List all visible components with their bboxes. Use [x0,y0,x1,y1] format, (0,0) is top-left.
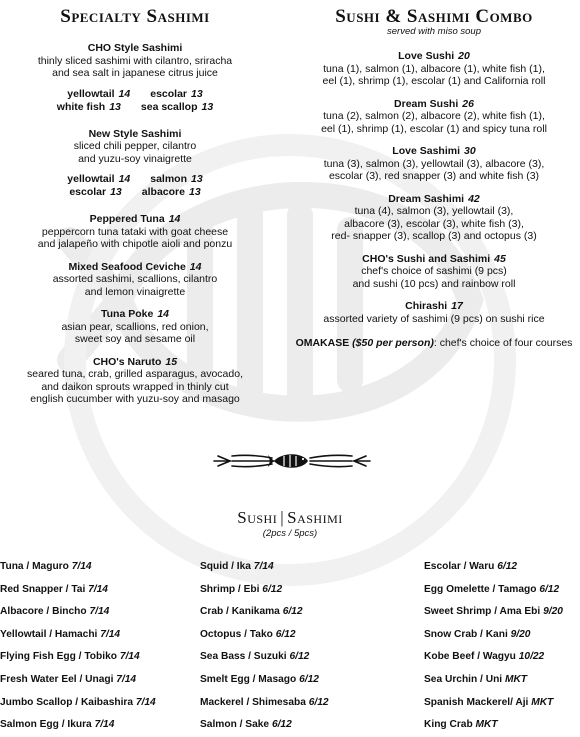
choice: escolar 13 [69,186,122,198]
item-desc: red- snapper (3), scallop (3) and octopus (3) [331,230,537,242]
sushi-item-price: 7/14 [119,651,140,663]
sushi-item [0,556,156,579]
menu-item [0,356,270,406]
sushi-item-name: Yellowtail / Hamachi [0,628,98,640]
item-price: 20 [458,50,470,62]
sushi-item [424,714,563,737]
sushi-item-price: 6/12 [275,628,296,640]
sushi-item [200,556,329,579]
sushi-item [0,714,156,737]
omakase-label: OMAKASE [295,337,350,349]
sushi-item [424,624,563,647]
item-desc: tuna (2), salmon (2), albacore (2), white fish (1), [323,110,545,122]
item-name: New Style Sashimi [88,127,182,140]
sushi-item [424,556,563,579]
sushi-column-3 [424,556,563,737]
item-desc: eel (1), shrimp (1), escolar (1) and spicy tuna roll [321,122,547,135]
sushi-item-name: Escolar / Waru [424,561,495,572]
item-desc: thinly sliced sashimi with cilantro, sriracha [37,54,233,67]
item-desc: and yuzu-soy vinaigrette [78,152,192,165]
sushi-item-price: 9/20 [543,606,563,618]
choice: albacore 13 [141,186,201,198]
sushi-item [424,669,563,692]
choice-list [0,173,270,199]
omakase-line [288,337,580,350]
item-price: 42 [468,192,480,205]
item-name: Tuna Poke [100,308,154,320]
sushi-item-name: Mackerel / Shimesaba [200,696,306,708]
sushi-item-price: 6/12 [497,561,518,572]
sushi-item-price: 6/12 [282,606,303,618]
sushi-item-name: Kobe Beef / Wagyu [424,651,516,663]
sushi-item [200,646,329,669]
omakase-price: ($50 per person) [352,337,434,349]
item-desc: assorted variety of sashimi (9 pcs) on sushi rice [323,312,545,325]
menu-item [0,261,270,299]
sushi-item-price: 6/12 [539,583,560,595]
menu-item [288,253,580,291]
sushi-item [200,714,329,737]
item-price: 14 [168,213,181,225]
served-note: served with miso soup [387,26,481,37]
sushi-item-price: 7/14 [71,561,92,572]
sushi-item-name: Red Snapper / Tai [0,583,86,595]
sushi-item-price: 9/20 [510,628,531,640]
sushi-item-price: 7/14 [116,673,137,685]
sushi-item [0,646,156,669]
sushi-item [424,646,563,669]
fish-divider-icon [212,450,372,472]
item-price: 15 [165,355,178,368]
item-desc: and sushi (10 pcs) and rainbow roll [352,277,516,290]
item-price: 30 [464,145,476,157]
sushi-sashimi-header [0,508,580,539]
menu-item [288,50,580,88]
menu-item [288,98,580,136]
item-price: 45 [494,252,506,265]
item-name: Mixed Seafood Ceviche [68,260,186,273]
sushi-item [0,624,156,647]
item-price: 14 [157,308,169,320]
sushi-item-name: Flying Fish Egg / Tobiko [0,651,117,663]
choice-list [0,88,270,114]
item-name: CHO's Naruto [92,355,162,368]
sushi-item-price: MKT [504,673,528,685]
item-name: Peppered Tuna [89,213,165,225]
sushi-item [0,579,156,602]
sushi-item-name: Smelt Egg / Masago [200,673,297,685]
sushi-column-2 [200,556,329,737]
sushi-item-price: 7/14 [94,719,115,731]
sushi-item-name: Salmon / Sake [200,719,270,731]
choice: sea scallop 13 [140,100,214,113]
sushi-item-name: Salmon Egg / Ikura [0,719,92,731]
item-desc: english cucumber with yuzu-soy and masago [30,393,240,405]
item-desc: peppercorn tuna tataki with goat cheese [41,225,229,238]
item-desc: sliced chili pepper, cilantro [73,140,197,152]
item-desc: and daikon sprouts wrapped in thinly cut [41,380,229,393]
item-name: Dream Sushi [394,97,459,110]
sushi-item [200,601,329,624]
sushi-item-name: Crab / Kanikama [200,606,280,618]
sushi-item-name: Sea Bass / Suzuki [200,651,287,663]
sushi-item [200,669,329,692]
menu-item [0,128,270,166]
sushi-item [424,579,563,602]
item-desc: tuna (1), salmon (1), albacore (1), white fish (1), [323,62,545,75]
sushi-item-price: 10/22 [518,651,545,663]
sushi-item-name: King Crab [424,719,473,731]
sushi-item [0,692,156,715]
sushi-item-price: 6/12 [308,696,329,708]
sushi-item [0,601,156,624]
item-desc: seared tuna, crab, grilled asparagus, avocado, [27,368,243,380]
combo-section [288,6,580,350]
sushi-item-price: 7/14 [89,606,110,618]
item-desc: and jalapeño with chipotle aioli and ponzu [37,238,233,250]
item-name: Dream Sashimi [388,192,465,205]
sushi-item-price: 7/14 [88,583,108,595]
sushi-title: Sushi | Sashimi [237,508,343,527]
sushi-item-price: MKT [475,719,498,731]
choice: white fish 13 [56,100,121,113]
menu-item [288,300,580,325]
sushi-item-price: 6/12 [271,719,292,731]
choice: salmon 13 [150,173,203,185]
sushi-item-name: Shrimp / Ebi [200,583,260,595]
specialty-sashimi-section [0,6,270,406]
specialty-title: Specialty Sashimi [60,6,210,27]
pieces-note: (2pcs / 5pcs) [262,528,318,539]
item-name: CHO Style Sashimi [87,42,183,54]
sushi-item-price: 7/14 [253,561,274,572]
sushi-item [200,624,329,647]
item-desc: albacore (3), escolar (3), white fish (3), [344,217,524,230]
sushi-item-name: Albacore / Bincho [0,606,87,618]
item-price: 14 [189,260,202,273]
item-desc: tuna (3), salmon (3), yellowtail (3), albacore (3), [323,157,545,170]
omakase-desc: : chef's choice of four courses [433,337,573,349]
menu-item [0,213,270,251]
item-name: CHO's Sushi and Sashimi [362,252,491,265]
sushi-item-name: Spanish Mackerel/ Aji [424,696,529,708]
sushi-item-name: Octopus / Tako [200,628,273,640]
item-desc: and lemon vinaigrette [84,285,186,298]
choice: yellowtail 14 [67,87,131,100]
menu-item [288,193,580,243]
item-price: 26 [462,97,474,110]
item-name: Love Sashimi [392,145,460,157]
item-name: Chirashi [405,300,448,312]
sushi-item-name: Tuna / Maguro [0,561,69,572]
sushi-item-price: 6/12 [289,651,310,663]
item-price: 17 [451,300,463,312]
choice: yellowtail 14 [67,173,131,185]
sushi-item-price: 7/14 [100,628,121,640]
sushi-item [200,692,329,715]
sushi-item-price: 6/12 [299,673,319,685]
sushi-item-price: 7/14 [135,696,156,708]
sushi-item [424,692,563,715]
sushi-item [200,579,329,602]
combo-title: Sushi & Sashimi Combo [335,6,533,27]
sushi-item-name: Sweet Shrimp / Ama Ebi [424,606,541,618]
item-desc: tuna (4), salmon (3), yellowtail (3), [354,205,514,217]
sushi-item [424,601,563,624]
item-desc: chef's choice of sashimi (9 pcs) [361,265,507,277]
menu-item [0,308,270,346]
menu-item [288,145,580,183]
sushi-item-price: 6/12 [262,583,283,595]
item-name: Love Sushi [398,50,455,62]
sushi-item-name: Egg Omelette / Tamago [424,583,537,595]
sushi-column-1 [0,556,156,737]
sushi-item-name: Fresh Water Eel / Unagi [0,673,114,685]
item-desc: and sea salt in japanese citrus juice [52,67,218,79]
item-desc: asian pear, scallions, red onion, [61,320,209,333]
item-desc: eel (1), shrimp (1), escolar (1) and California roll [322,75,546,87]
sushi-item-name: Squid / Ika [200,561,251,572]
item-desc: sweet soy and sesame oil [74,333,196,345]
choice: escolar 13 [150,87,203,100]
item-desc: escolar (3), red snapper (3) and white fish (3) [328,170,540,182]
sushi-item [0,669,156,692]
sushi-item-name: Snow Crab / Kani [424,628,508,640]
menu-item [0,42,270,80]
sushi-item-name: Jumbo Scallop / Kaibashira [0,696,134,708]
item-desc: assorted sashimi, scallions, cilantro [52,273,218,285]
sushi-item-price: MKT [531,696,554,708]
sushi-item-name: Sea Urchin / Uni [424,673,503,685]
